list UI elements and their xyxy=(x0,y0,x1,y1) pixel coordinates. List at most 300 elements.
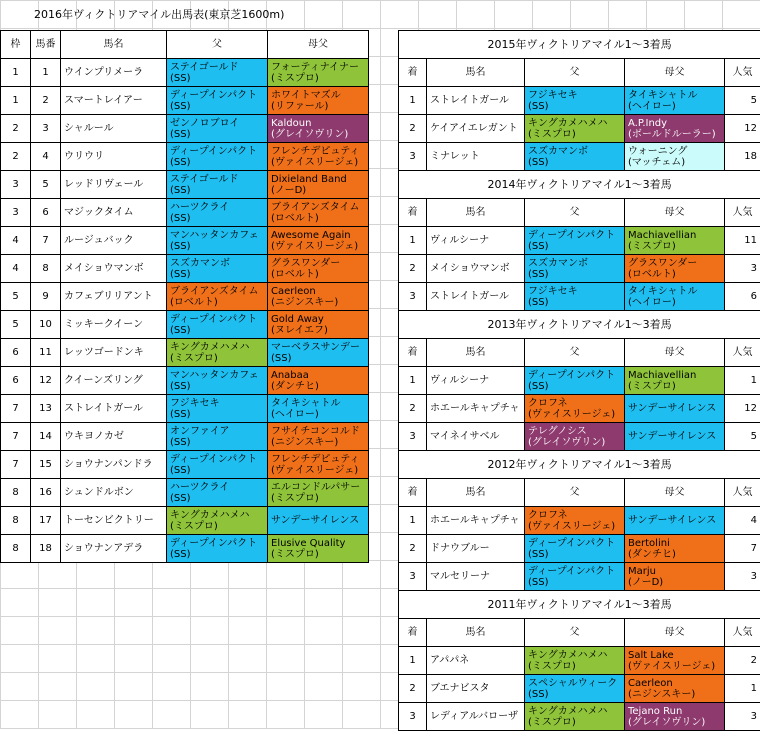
sire-cell xyxy=(167,59,268,87)
gate-number: 2 xyxy=(1,143,31,171)
dam-sire-cell xyxy=(625,395,725,423)
finish-place: 3 xyxy=(399,283,427,311)
horse-name: レッツゴードンキ xyxy=(61,339,167,367)
sire-cell xyxy=(525,115,625,143)
dam-sire-cell xyxy=(268,115,369,143)
horse-name: ドナウブルー xyxy=(427,535,525,563)
sire-cell-name: ディープインパクト xyxy=(170,146,264,157)
result-row xyxy=(399,367,760,395)
dam-sire-cell-name: Machiavellian xyxy=(628,370,721,381)
sire-cell-name: テレグノシス xyxy=(528,426,621,437)
sire-cell-name: キングカメハメハ xyxy=(528,706,621,717)
sire-cell-lineage: (SS) xyxy=(170,185,264,196)
year-caption: 2015年ヴィクトリアマイル1〜3着馬 xyxy=(399,31,760,59)
dam-sire-cell-lineage: (ミスプロ) xyxy=(271,549,365,560)
sire-cell xyxy=(167,171,268,199)
dam-sire-cell-lineage: (ミスプロ) xyxy=(628,241,721,252)
horse-name: ショウナンアデラ xyxy=(61,535,167,563)
horse-name: ミッキークイーン xyxy=(61,311,167,339)
dam-sire-cell xyxy=(625,115,725,143)
result-row xyxy=(399,647,760,675)
gate-number: 4 xyxy=(1,255,31,283)
column-header: 父 xyxy=(525,479,625,507)
sire-cell-lineage: (ミスプロ) xyxy=(170,353,264,364)
dam-sire-cell-name: A.P.Indy xyxy=(628,118,721,129)
dam-sire-cell-lineage: (ヘイロー) xyxy=(628,297,721,308)
sire-cell xyxy=(525,227,625,255)
dam-sire-cell-lineage: (ヴァイスリージェ) xyxy=(271,157,365,168)
column-header: 父 xyxy=(525,619,625,647)
popularity: 11 xyxy=(725,227,760,255)
dam-sire-cell-lineage: (マッチェム) xyxy=(628,157,721,168)
finish-place: 1 xyxy=(399,87,427,115)
dam-sire-cell-name: サンデーサイレンス xyxy=(628,431,721,442)
gate-number: 7 xyxy=(1,423,31,451)
dam-sire-cell xyxy=(625,87,725,115)
dam-sire-cell-name: フサイチコンコルド xyxy=(271,426,365,437)
sire-cell xyxy=(525,143,625,171)
sire-cell-lineage: (グレイソヴリン) xyxy=(528,437,621,448)
popularity: 12 xyxy=(725,115,760,143)
sire-cell xyxy=(525,507,625,535)
finish-place: 3 xyxy=(399,563,427,591)
dam-sire-cell xyxy=(625,563,725,591)
sire-cell-lineage: (SS) xyxy=(170,101,264,112)
horse-name: ホエールキャプチャ xyxy=(427,395,525,423)
gate-number: 5 xyxy=(1,283,31,311)
sire-cell-name: スズカマンボ xyxy=(528,258,621,269)
dam-sire-cell-name: ホワイトマズル xyxy=(271,90,365,101)
finish-place: 1 xyxy=(399,227,427,255)
column-header: 人気 xyxy=(725,59,760,87)
horse-number: 11 xyxy=(31,339,61,367)
result-row xyxy=(399,563,760,591)
sire-cell xyxy=(167,199,268,227)
dam-sire-cell xyxy=(268,339,369,367)
dam-sire-cell-name: ウォーニング xyxy=(628,146,721,157)
dam-sire-cell-lineage: (ミスプロ) xyxy=(271,493,365,504)
entry-row xyxy=(1,283,369,311)
sire-cell-lineage: (ヴァイスリージェ) xyxy=(528,521,621,532)
dam-sire-cell xyxy=(268,535,369,563)
horse-number: 7 xyxy=(31,227,61,255)
horse-name: ショウナンパンドラ xyxy=(61,451,167,479)
dam-sire-cell-name: グラスワンダー xyxy=(628,258,721,269)
column-header: 父 xyxy=(525,199,625,227)
column-header: 人気 xyxy=(725,619,760,647)
sire-cell-lineage: (SS) xyxy=(170,213,264,224)
sire-cell xyxy=(167,395,268,423)
column-header: 父 xyxy=(525,59,625,87)
horse-number: 3 xyxy=(31,115,61,143)
past-header-row xyxy=(399,619,760,647)
dam-sire-cell-lineage: (ミスプロ) xyxy=(628,381,721,392)
horse-name: ミナレット xyxy=(427,143,525,171)
dam-sire-cell-name: サンデーサイレンス xyxy=(271,515,365,526)
horse-name: ストレイトガール xyxy=(61,395,167,423)
horse-number: 15 xyxy=(31,451,61,479)
dam-sire-cell-name: タイキシャトル xyxy=(628,286,721,297)
finish-place: 3 xyxy=(399,703,427,731)
sire-cell-lineage: (SS) xyxy=(528,241,621,252)
sire-cell-name: ステイゴールド xyxy=(170,174,264,185)
dam-sire-cell xyxy=(625,255,725,283)
horse-name: メイショウマンボ xyxy=(61,255,167,283)
sire-cell-lineage: (SS) xyxy=(170,73,264,84)
gate-number: 3 xyxy=(1,171,31,199)
sire-cell xyxy=(167,115,268,143)
entries-header-row xyxy=(1,31,369,59)
sire-cell-lineage: (SS) xyxy=(528,549,621,560)
sire-cell xyxy=(167,227,268,255)
sire-cell-name: ディープインパクト xyxy=(170,314,264,325)
result-row xyxy=(399,115,760,143)
dam-sire-cell-lineage: (グレイソヴリン) xyxy=(628,717,721,728)
dam-sire-cell xyxy=(268,283,369,311)
sire-cell-lineage: (SS) xyxy=(528,577,621,588)
result-row xyxy=(399,675,760,703)
finish-place: 2 xyxy=(399,115,427,143)
dam-sire-cell-name: グラスワンダー xyxy=(271,258,365,269)
popularity: 4 xyxy=(725,507,760,535)
past-header-row xyxy=(399,339,760,367)
sire-cell-name: フジキセキ xyxy=(170,398,264,409)
dam-sire-cell-lineage: (ヘイロー) xyxy=(628,101,721,112)
horse-name: スマートレイアー xyxy=(61,87,167,115)
entry-row xyxy=(1,311,369,339)
column-header: 母父 xyxy=(625,339,725,367)
sire-cell-lineage: (ロベルト) xyxy=(170,297,264,308)
sire-cell-name: ゼンノロブロイ xyxy=(170,118,264,129)
dam-sire-cell xyxy=(268,507,369,535)
gate-number: 6 xyxy=(1,339,31,367)
dam-sire-cell-lineage: (ミスプロ) xyxy=(271,73,365,84)
sire-cell-lineage: (SS) xyxy=(170,465,264,476)
horse-number: 10 xyxy=(31,311,61,339)
horse-number: 17 xyxy=(31,507,61,535)
dam-sire-cell xyxy=(268,395,369,423)
dam-sire-cell xyxy=(625,143,725,171)
entry-row xyxy=(1,115,369,143)
sire-cell-lineage: (SS) xyxy=(528,297,621,308)
year-caption-row xyxy=(399,31,760,59)
year-caption: 2014年ヴィクトリアマイル1〜3着馬 xyxy=(399,171,760,199)
sire-cell xyxy=(167,507,268,535)
sire-cell-name: フジキセキ xyxy=(528,90,621,101)
sire-cell xyxy=(167,423,268,451)
result-row xyxy=(399,423,760,451)
entry-row xyxy=(1,507,369,535)
result-row xyxy=(399,87,760,115)
sire-cell-name: ステイゴールド xyxy=(170,62,264,73)
dam-sire-cell xyxy=(625,507,725,535)
dam-sire-cell-lineage: (ノーD) xyxy=(271,185,365,196)
popularity: 5 xyxy=(725,87,760,115)
horse-name: ルージュバック xyxy=(61,227,167,255)
column-header: 馬名 xyxy=(427,199,525,227)
horse-name: シュンドルボン xyxy=(61,479,167,507)
sire-cell xyxy=(167,339,268,367)
horse-name: ヴィルシーナ xyxy=(427,227,525,255)
sire-cell-lineage: (SS) xyxy=(170,269,264,280)
dam-sire-cell xyxy=(268,143,369,171)
horse-name: マルセリーナ xyxy=(427,563,525,591)
sire-cell xyxy=(525,535,625,563)
sire-cell-name: キングカメハメハ xyxy=(170,510,264,521)
dam-sire-cell-name: Bertolini xyxy=(628,538,721,549)
horse-name: メイショウマンボ xyxy=(427,255,525,283)
dam-sire-cell-name: Kaldoun xyxy=(271,118,365,129)
popularity: 3 xyxy=(725,703,760,731)
sire-cell-name: ディープインパクト xyxy=(170,538,264,549)
sire-cell xyxy=(525,563,625,591)
year-caption: 2011年ヴィクトリアマイル1〜3着馬 xyxy=(399,591,760,619)
finish-place: 2 xyxy=(399,535,427,563)
dam-sire-cell-lineage: (ヴァイスリージェ) xyxy=(628,661,721,672)
popularity: 1 xyxy=(725,367,760,395)
column-header: 人気 xyxy=(725,479,760,507)
dam-sire-cell-name: フレンチデピュティ xyxy=(271,146,365,157)
sire-cell-lineage: (SS) xyxy=(528,689,621,700)
horse-name: レディアルバローザ xyxy=(427,703,525,731)
finish-place: 3 xyxy=(399,143,427,171)
horse-name: マイネイサベル xyxy=(427,423,525,451)
result-row xyxy=(399,507,760,535)
horse-name: マジックタイム xyxy=(61,199,167,227)
sire-cell xyxy=(525,647,625,675)
past-header-row xyxy=(399,199,760,227)
dam-sire-cell-name: Caerleon xyxy=(271,286,365,297)
dam-sire-cell-name: エルコンドルパサー xyxy=(271,482,365,493)
column-header: 人気 xyxy=(725,339,760,367)
entry-row xyxy=(1,395,369,423)
dam-sire-cell-name: フォーティナイナー xyxy=(271,62,365,73)
sire-cell-name: ディープインパクト xyxy=(528,230,621,241)
column-header: 馬名 xyxy=(61,31,167,59)
entry-row xyxy=(1,59,369,87)
sire-cell-name: マンハッタンカフェ xyxy=(170,370,264,381)
sire-cell xyxy=(167,479,268,507)
sire-cell-lineage: (SS) xyxy=(170,549,264,560)
horse-name: ホエールキャプチャ xyxy=(427,507,525,535)
sire-cell-name: キングカメハメハ xyxy=(528,118,621,129)
horse-name: ウインプリメーラ xyxy=(61,59,167,87)
dam-sire-cell-lineage: (ダンチヒ) xyxy=(628,549,721,560)
dam-sire-cell xyxy=(268,311,369,339)
dam-sire-cell xyxy=(268,199,369,227)
horse-name: レッドリヴェール xyxy=(61,171,167,199)
column-header: 母父 xyxy=(268,31,369,59)
horse-number: 8 xyxy=(31,255,61,283)
result-row xyxy=(399,227,760,255)
dam-sire-cell-lineage: (ニジンスキー) xyxy=(271,437,365,448)
entry-row xyxy=(1,535,369,563)
sire-cell xyxy=(525,283,625,311)
result-row xyxy=(399,395,760,423)
past-header-row xyxy=(399,59,760,87)
sire-cell-name: ディープインパクト xyxy=(528,370,621,381)
dam-sire-cell-lineage: (ボールドルーラー) xyxy=(628,129,721,140)
dam-sire-cell-name: タイキシャトル xyxy=(271,398,365,409)
sire-cell-name: クロフネ xyxy=(528,398,621,409)
sire-cell xyxy=(525,675,625,703)
entry-row xyxy=(1,199,369,227)
sire-cell xyxy=(525,367,625,395)
gate-number: 5 xyxy=(1,311,31,339)
column-header: 母父 xyxy=(625,59,725,87)
dam-sire-cell xyxy=(625,675,725,703)
sire-cell-name: キングカメハメハ xyxy=(528,650,621,661)
sire-cell xyxy=(525,423,625,451)
dam-sire-cell-name: Elusive Quality xyxy=(271,538,365,549)
dam-sire-cell-name: Awesome Again xyxy=(271,230,365,241)
sire-cell-lineage: (SS) xyxy=(170,157,264,168)
year-caption-row xyxy=(399,591,760,619)
sire-cell-lineage: (ミスプロ) xyxy=(528,661,621,672)
sire-cell-lineage: (SS) xyxy=(170,437,264,448)
column-header: 馬名 xyxy=(427,59,525,87)
sire-cell xyxy=(525,703,625,731)
horse-name: ウキヨノカゼ xyxy=(61,423,167,451)
sire-cell-name: ディープインパクト xyxy=(170,454,264,465)
horse-number: 1 xyxy=(31,59,61,87)
dam-sire-cell-lineage: (グレイソヴリン) xyxy=(271,129,365,140)
gate-number: 2 xyxy=(1,115,31,143)
sire-cell xyxy=(525,87,625,115)
sire-cell-name: ハーツクライ xyxy=(170,202,264,213)
dam-sire-cell-name: ブライアンズタイム xyxy=(271,202,365,213)
horse-name: ストレイトガール xyxy=(427,283,525,311)
sire-cell xyxy=(167,311,268,339)
dam-sire-cell xyxy=(268,227,369,255)
entry-row xyxy=(1,339,369,367)
dam-sire-cell xyxy=(268,171,369,199)
dam-sire-cell xyxy=(625,367,725,395)
column-header: 馬名 xyxy=(427,619,525,647)
entries-table xyxy=(0,30,369,563)
dam-sire-cell xyxy=(625,227,725,255)
dam-sire-cell-name: フレンチデピュティ xyxy=(271,454,365,465)
column-header: 父 xyxy=(525,339,625,367)
sire-cell xyxy=(525,395,625,423)
horse-name: ストレイトガール xyxy=(427,87,525,115)
dam-sire-cell-name: Gold Away xyxy=(271,314,365,325)
gate-number: 1 xyxy=(1,59,31,87)
finish-place: 3 xyxy=(399,423,427,451)
horse-number: 5 xyxy=(31,171,61,199)
finish-place: 1 xyxy=(399,647,427,675)
column-header: 母父 xyxy=(625,199,725,227)
sire-cell-name: オンファイア xyxy=(170,426,264,437)
popularity: 6 xyxy=(725,283,760,311)
gate-number: 7 xyxy=(1,395,31,423)
popularity: 1 xyxy=(725,675,760,703)
dam-sire-cell-lineage: (ロベルト) xyxy=(271,269,365,280)
year-caption: 2012年ヴィクトリアマイル1〜3着馬 xyxy=(399,451,760,479)
sire-cell-lineage: (ミスプロ) xyxy=(170,521,264,532)
dam-sire-cell xyxy=(625,423,725,451)
gate-number: 6 xyxy=(1,367,31,395)
popularity: 12 xyxy=(725,395,760,423)
column-header: 馬番 xyxy=(31,31,61,59)
entry-row xyxy=(1,171,369,199)
dam-sire-cell-name: Anabaa xyxy=(271,370,365,381)
sire-cell-lineage: (ミスプロ) xyxy=(528,717,621,728)
gate-number: 8 xyxy=(1,507,31,535)
finish-place: 1 xyxy=(399,507,427,535)
sire-cell-lineage: (ヴァイスリージェ) xyxy=(528,409,621,420)
gate-number: 8 xyxy=(1,535,31,563)
horse-name: ブエナビスタ xyxy=(427,675,525,703)
dam-sire-cell xyxy=(625,535,725,563)
dam-sire-cell-lineage: (ロベルト) xyxy=(271,213,365,224)
past-results-table xyxy=(398,30,760,731)
result-row xyxy=(399,255,760,283)
gate-number: 4 xyxy=(1,227,31,255)
column-header: 父 xyxy=(167,31,268,59)
sire-cell-name: スペシャルウィーク xyxy=(528,678,621,689)
horse-number: 12 xyxy=(31,367,61,395)
sire-cell-name: マンハッタンカフェ xyxy=(170,230,264,241)
result-row xyxy=(399,143,760,171)
column-header: 着 xyxy=(399,59,427,87)
horse-name: クイーンズリング xyxy=(61,367,167,395)
horse-number: 16 xyxy=(31,479,61,507)
dam-sire-cell-lineage: (ノーD) xyxy=(628,577,721,588)
dam-sire-cell-lineage: (ヘイロー) xyxy=(271,409,365,420)
finish-place: 2 xyxy=(399,675,427,703)
horse-name: カフェブリリアント xyxy=(61,283,167,311)
popularity: 2 xyxy=(725,647,760,675)
popularity: 18 xyxy=(725,143,760,171)
year-caption: 2013年ヴィクトリアマイル1〜3着馬 xyxy=(399,311,760,339)
dam-sire-cell-lineage: (ニジンスキー) xyxy=(271,297,365,308)
dam-sire-cell-name: Marju xyxy=(628,566,721,577)
column-header: 馬名 xyxy=(427,479,525,507)
sire-cell xyxy=(167,143,268,171)
result-row xyxy=(399,703,760,731)
dam-sire-cell-name: サンデーサイレンス xyxy=(628,515,721,526)
horse-number: 4 xyxy=(31,143,61,171)
horse-name: ウリウリ xyxy=(61,143,167,171)
gate-number: 1 xyxy=(1,87,31,115)
horse-number: 6 xyxy=(31,199,61,227)
horse-number: 14 xyxy=(31,423,61,451)
dam-sire-cell xyxy=(268,451,369,479)
sire-cell-lineage: (SS) xyxy=(170,129,264,140)
horse-name: ヴィルシーナ xyxy=(427,367,525,395)
sire-cell xyxy=(167,283,268,311)
column-header: 母父 xyxy=(625,619,725,647)
dam-sire-cell xyxy=(268,423,369,451)
dam-sire-cell-lineage: (ロベルト) xyxy=(628,269,721,280)
dam-sire-cell xyxy=(625,703,725,731)
sire-cell-lineage: (SS) xyxy=(528,381,621,392)
dam-sire-cell-lineage: (ヌレイエフ) xyxy=(271,325,365,336)
sire-cell xyxy=(167,535,268,563)
sire-cell xyxy=(167,87,268,115)
sire-cell-name: クロフネ xyxy=(528,510,621,521)
dam-sire-cell-lineage: (ヴァイスリージェ) xyxy=(271,241,365,252)
column-header: 着 xyxy=(399,339,427,367)
past-header-row xyxy=(399,479,760,507)
popularity: 3 xyxy=(725,563,760,591)
finish-place: 1 xyxy=(399,367,427,395)
sire-cell xyxy=(167,451,268,479)
dam-sire-cell-name: Caerleon xyxy=(628,678,721,689)
entry-row xyxy=(1,479,369,507)
year-caption-row xyxy=(399,311,760,339)
